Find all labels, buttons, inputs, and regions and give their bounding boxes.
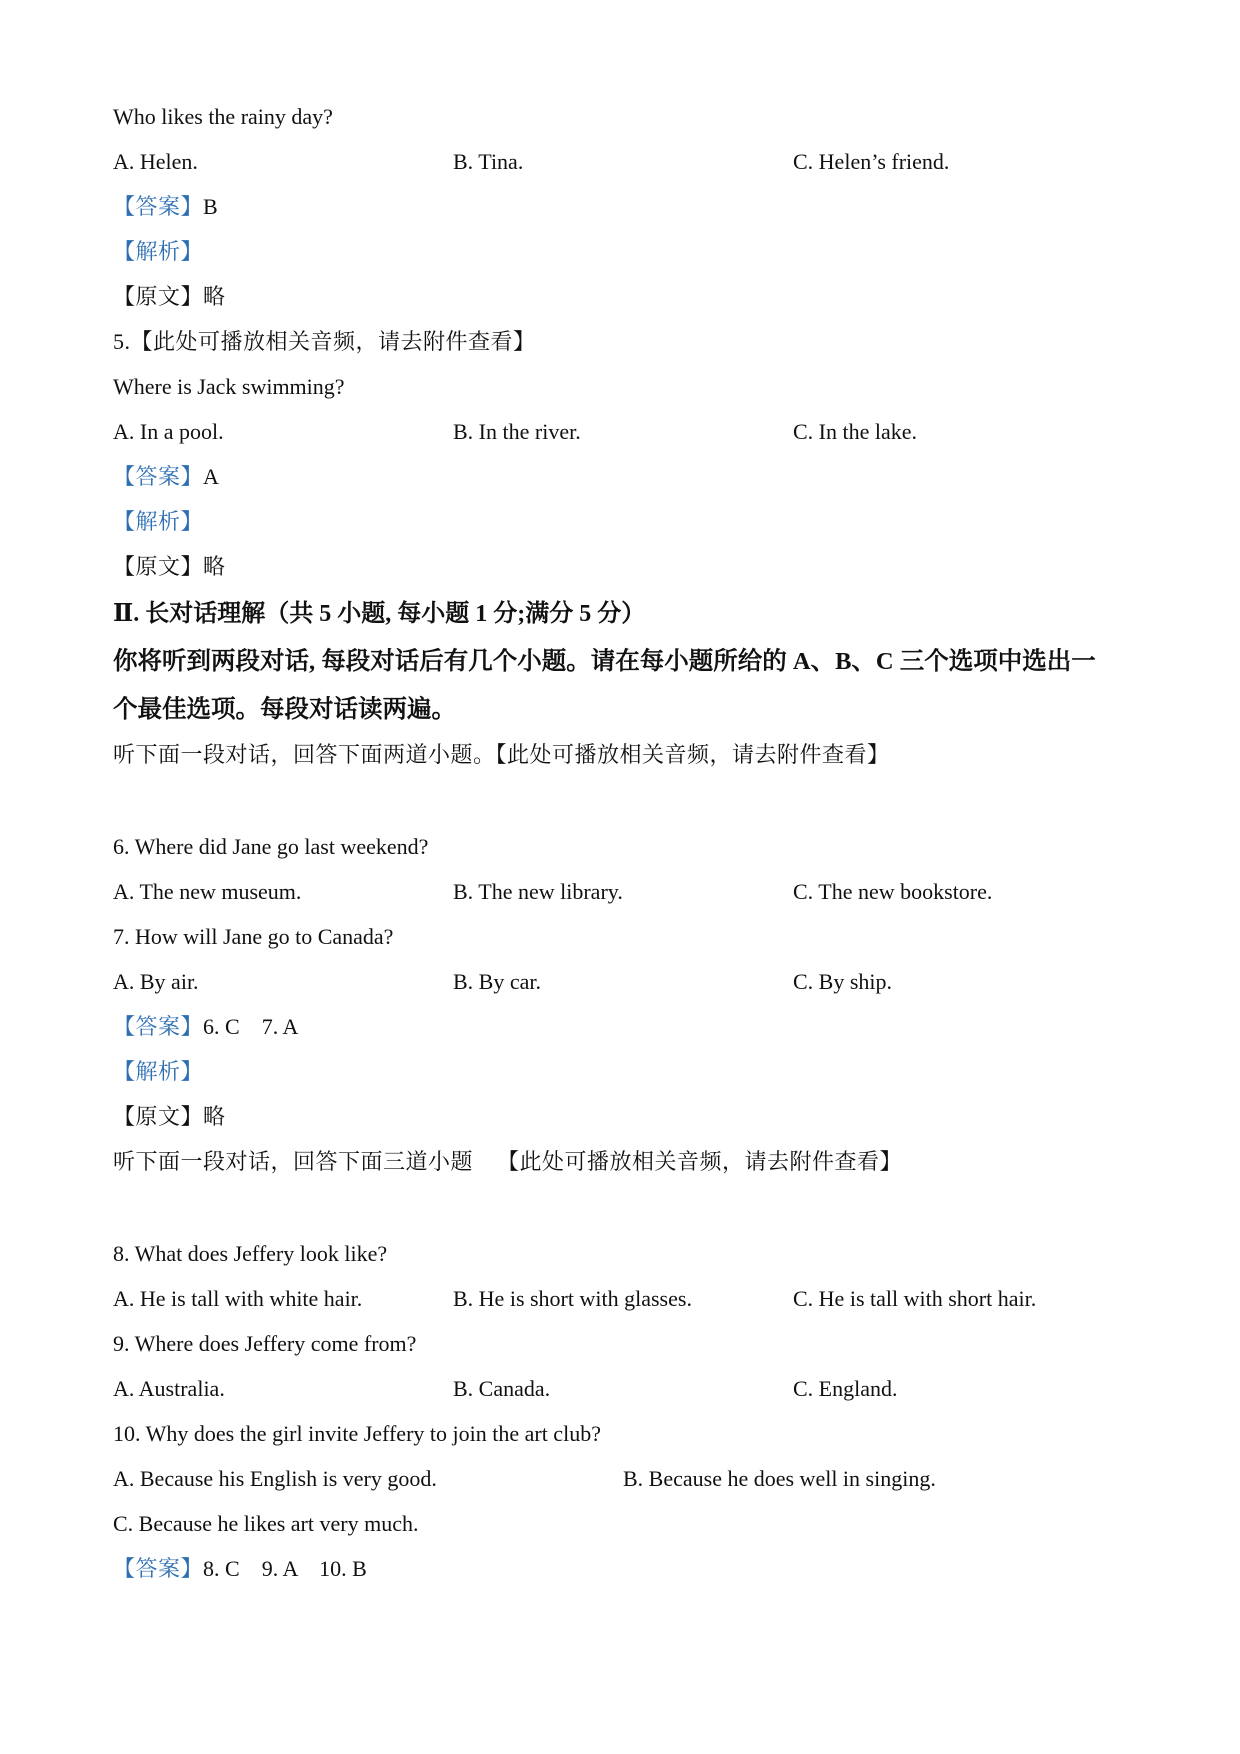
answer-line — [113, 192, 218, 222]
option-b: B. Canada. — [453, 1376, 551, 1401]
answer-line — [113, 1012, 298, 1042]
option-b: B. The new library. — [453, 879, 623, 904]
audio-note: 【此处可播放相关音频，请去附件查看】 — [130, 329, 536, 354]
question-text: 8. What does Jeffery look like? — [113, 1241, 388, 1266]
original-line — [113, 1102, 226, 1132]
section-title: Ⅱ. 长对话理解（共 5 小题, 每小题 1 分;满分 5 分） — [113, 601, 646, 627]
answer-label: 【答案】 — [113, 1556, 204, 1581]
option-b: B. In the river. — [453, 419, 581, 444]
option-b: B. Tina. — [453, 149, 524, 174]
option-a: A. Australia. — [113, 1376, 225, 1401]
original-label: 【原文】 — [113, 1104, 204, 1129]
option-c: C. England. — [793, 1376, 898, 1401]
question-text: 9. Where does Jeffery come from? — [113, 1331, 417, 1356]
answer-line — [113, 462, 219, 492]
analysis-label: 【解析】 — [113, 509, 204, 534]
original-label: 【原文】 — [113, 554, 204, 579]
option-c: C. He is tall with short hair. — [793, 1286, 1037, 1311]
original-line — [113, 552, 226, 582]
answer-value: 6. C 7. A — [203, 1014, 299, 1039]
answer-line — [113, 1554, 367, 1584]
option-b: B. Because he does well in singing. — [623, 1466, 936, 1491]
original-line — [113, 282, 226, 312]
option-c: C. Helen’s friend. — [793, 149, 950, 174]
question-text: 10. Why does the girl invite Jeffery to join the art club? — [113, 1421, 601, 1446]
answer-value: 8. C 9. A 10. B — [203, 1556, 367, 1581]
option-a: A. In a pool. — [113, 419, 224, 444]
section-instruction: 你将听到两段对话, 每段对话后有几个小题。请在每小题所给的 A、B、C 三个选项中选出一 — [113, 648, 1096, 675]
original-value: 略 — [203, 284, 226, 309]
answer-label: 【答案】 — [113, 1014, 204, 1039]
analysis-label: 【解析】 — [113, 1059, 204, 1084]
option-a: A. By air. — [113, 969, 199, 994]
section-instruction: 个最佳选项。每段对话读两遍。 — [113, 696, 456, 723]
dialog-intro: 听下面一段对话，回答下面三道小题 【此处可播放相关音频，请去附件查看】 — [113, 1149, 903, 1174]
original-value: 略 — [203, 554, 226, 579]
answer-value: A — [203, 464, 219, 489]
answer-label: 【答案】 — [113, 464, 204, 489]
original-label: 【原文】 — [113, 284, 204, 309]
question-5-header — [113, 327, 536, 357]
original-value: 略 — [203, 1104, 226, 1129]
question-text: Where is Jack swimming? — [113, 374, 345, 399]
question-text: 7. How will Jane go to Canada? — [113, 924, 394, 949]
option-a: A. Because his English is very good. — [113, 1466, 437, 1491]
option-a: A. He is tall with white hair. — [113, 1286, 363, 1311]
answer-label: 【答案】 — [113, 194, 204, 219]
option-b: B. By car. — [453, 969, 541, 994]
option-a: A. Helen. — [113, 149, 198, 174]
option-b: B. He is short with glasses. — [453, 1286, 692, 1311]
option-c: C. Because he likes art very much. — [113, 1511, 419, 1536]
question-number: 5. — [113, 329, 131, 354]
option-a: A. The new museum. — [113, 879, 302, 904]
option-c: C. The new bookstore. — [793, 879, 993, 904]
question-text: Who likes the rainy day? — [113, 104, 333, 129]
analysis-label: 【解析】 — [113, 239, 204, 264]
answer-value: B — [203, 194, 218, 219]
option-c: C. By ship. — [793, 969, 893, 994]
question-text: 6. Where did Jane go last weekend? — [113, 834, 429, 859]
option-c: C. In the lake. — [793, 419, 918, 444]
dialog-intro: 听下面一段对话，回答下面两道小题。【此处可播放相关音频，请去附件查看】 — [113, 742, 890, 767]
